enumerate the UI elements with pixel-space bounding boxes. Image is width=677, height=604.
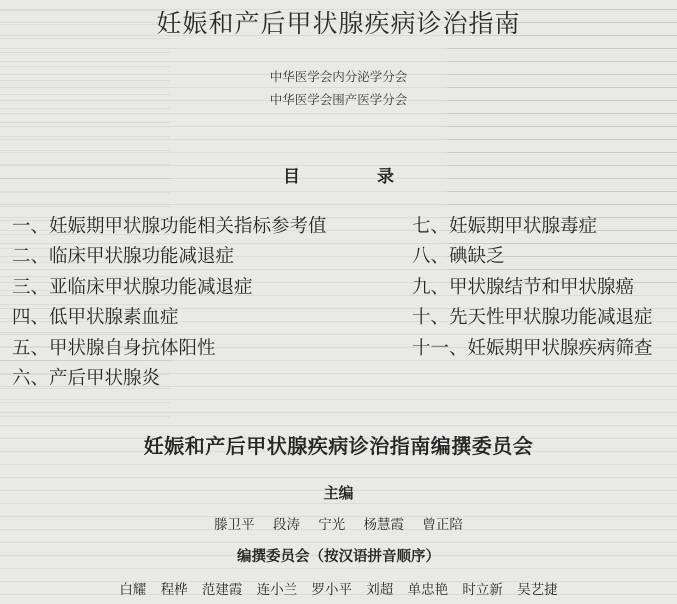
member-name: 时立新: [462, 582, 503, 598]
toc-item: 五、甲状腺自身抗体阳性: [12, 337, 216, 359]
member-name: 范建霞: [201, 582, 243, 598]
member-name: 连小兰: [256, 582, 298, 598]
toc-item: 三、亚临床甲状腺功能减退症: [12, 276, 253, 298]
member-name: 单忠艳: [407, 582, 449, 598]
toc-right-column: [412, 212, 653, 364]
organization-endocrinology: 中华医学会内分泌学分会: [269, 69, 408, 84]
editor-name: 宁光: [318, 517, 346, 533]
toc-item: 十一、妊娠期甲状腺疾病筛查: [412, 337, 653, 359]
member-name: 吴艺捷: [517, 582, 558, 598]
toc-item: 二、临床甲状腺功能减退症: [12, 246, 235, 268]
committee-members-label: 编撰委员会（按汉语拼音顺序）: [237, 549, 440, 565]
toc-item: 一、妊娠期甲状腺功能相关指标参考值: [12, 216, 327, 237]
editor-name: 滕卫平: [214, 517, 255, 533]
member-name: 白耀: [119, 582, 147, 598]
editor-name: 曾正陪: [422, 517, 463, 533]
toc-item: 七、妊娠期甲状腺毒症: [412, 216, 598, 237]
member-name: 刘超: [366, 582, 394, 598]
chief-editor-names: [0, 513, 677, 533]
committee-title: 妊娠和产后甲状腺疾病诊治指南编撰委员会: [143, 434, 534, 458]
toc-item: 六、产后甲状腺炎: [12, 367, 161, 389]
organization-perinatal: 中华医学会围产医学分会: [269, 92, 408, 107]
chief-editor-label: 主编: [323, 484, 354, 502]
editor-name: 段涛: [272, 517, 300, 533]
committee-member-names: [0, 578, 677, 598]
toc-heading: 目 录: [283, 167, 424, 187]
toc-item: 四、低甲状腺素血症: [12, 307, 179, 329]
document-title: 妊娠和产后甲状腺疾病诊治指南: [156, 9, 521, 38]
member-name: 程桦: [160, 582, 188, 598]
toc-left-column: [12, 212, 327, 394]
editor-name: 杨慧霞: [363, 517, 405, 533]
toc-item: 八、碘缺乏: [412, 246, 505, 268]
member-name: 罗小平: [311, 582, 352, 598]
toc-item: 九、甲状腺结节和甲状腺癌: [412, 276, 635, 298]
toc-item: 十、先天性甲状腺功能减退症: [412, 307, 653, 329]
